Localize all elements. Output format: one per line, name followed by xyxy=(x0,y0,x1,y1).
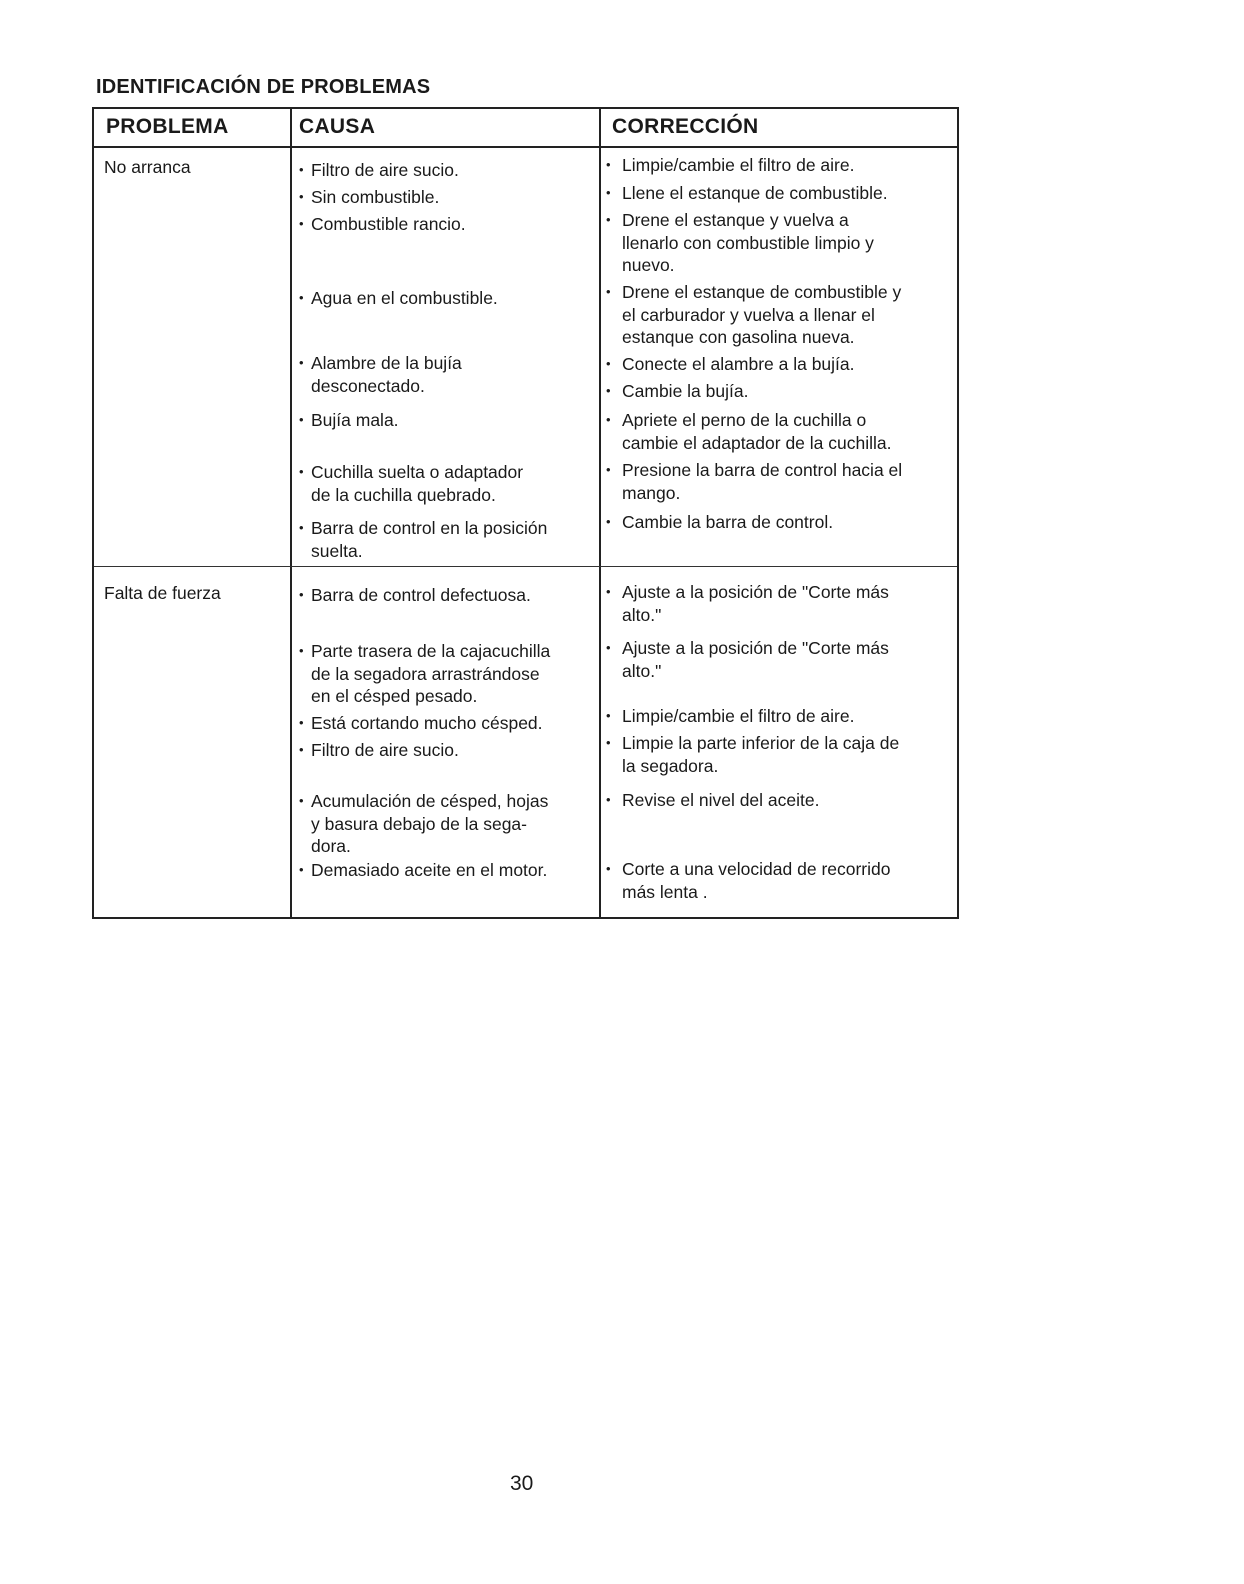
item-text xyxy=(311,712,543,735)
item-text xyxy=(622,154,854,177)
item-line: de la cuchilla quebrado. xyxy=(311,484,496,505)
column-divider xyxy=(599,109,601,917)
item-line: de la segadora arrastrándose xyxy=(311,663,540,684)
bullet-icon: • xyxy=(299,715,304,730)
bullet-icon: • xyxy=(606,284,611,299)
bullet-icon: • xyxy=(606,584,611,599)
bullet-icon: • xyxy=(606,735,611,750)
item-line: alto." xyxy=(622,660,662,681)
bullet-icon: • xyxy=(299,189,304,204)
item-line: cambie el adaptador de la cuchilla. xyxy=(622,432,892,453)
problem-falta-de-fuerza: Falta de fuerza xyxy=(104,583,221,603)
item-text xyxy=(622,409,891,454)
item-line: en el césped pesado. xyxy=(311,686,478,706)
item-line: Drene el estanque de combustible y xyxy=(622,282,902,302)
header-problem: PROBLEMA xyxy=(106,115,229,138)
page-title: IDENTIFICACIÓN DE PROBLEMAS xyxy=(96,76,431,98)
item-line: Barra de control defectuosa. xyxy=(311,585,531,605)
item-line: Drene el estanque y vuelva a xyxy=(622,210,849,230)
item-line: Barra de control en la posición xyxy=(311,518,548,538)
item-text xyxy=(622,732,899,777)
item-line: Bujía mala. xyxy=(311,410,399,430)
item-text xyxy=(311,213,466,236)
bullet-icon: • xyxy=(606,462,611,477)
item-text xyxy=(622,459,902,504)
item-line: el carburador y vuelva a llenar el xyxy=(622,304,875,325)
bullet-icon: • xyxy=(299,162,304,177)
bullet-icon: • xyxy=(299,412,304,427)
item-text xyxy=(311,159,459,182)
item-line: Llene el estanque de combustible. xyxy=(622,183,888,203)
item-text xyxy=(622,281,901,349)
item-line: Apriete el perno de la cuchilla o xyxy=(622,410,867,430)
bullet-icon: • xyxy=(606,185,611,200)
column-divider xyxy=(290,109,292,917)
item-text xyxy=(622,353,855,376)
item-line: Conecte el alambre a la bujía. xyxy=(622,354,855,374)
header-cause: CAUSA xyxy=(299,115,376,138)
item-line: Filtro de aire sucio. xyxy=(311,160,459,180)
item-line: desconectado. xyxy=(311,375,425,396)
item-text xyxy=(622,858,891,903)
item-line: Limpie la parte inferior de la caja de xyxy=(622,733,900,753)
item-line: Cuchilla suelta o adaptador xyxy=(311,462,524,482)
bullet-icon: • xyxy=(606,356,611,371)
item-text xyxy=(311,584,531,607)
bullet-icon: • xyxy=(299,520,304,535)
item-text xyxy=(311,287,498,310)
page-number: 30 xyxy=(510,1472,534,1495)
item-line: Demasiado aceite en el motor. xyxy=(311,860,548,880)
item-line: Acumulación de césped, hojas xyxy=(311,791,549,811)
item-line: Filtro de aire sucio. xyxy=(311,740,459,760)
item-text xyxy=(622,581,889,626)
item-text xyxy=(311,461,523,506)
item-line: nuevo. xyxy=(622,255,675,275)
item-line: alto." xyxy=(622,604,662,625)
row-divider xyxy=(94,566,957,567)
item-text xyxy=(311,859,547,882)
item-text xyxy=(622,380,748,403)
item-text xyxy=(622,705,854,728)
item-line: la segadora. xyxy=(622,755,719,776)
item-line: suelta. xyxy=(311,540,363,561)
bullet-icon: • xyxy=(606,383,611,398)
item-line: dora. xyxy=(311,836,351,856)
item-line: Presione la barra de control hacia el xyxy=(622,460,903,480)
item-text xyxy=(311,739,459,762)
item-line: Cambie la bujía. xyxy=(622,381,749,401)
bullet-icon: • xyxy=(299,464,304,479)
item-text xyxy=(622,637,889,682)
item-text xyxy=(622,209,874,277)
item-line: Parte trasera de la cajacuchilla xyxy=(311,641,551,661)
bullet-icon: • xyxy=(606,861,611,876)
bullet-icon: • xyxy=(299,216,304,231)
bullet-icon: • xyxy=(606,792,611,807)
item-line: más lenta . xyxy=(622,881,708,902)
item-line: Ajuste a la posición de "Corte más xyxy=(622,638,889,658)
item-line: estanque con gasolina nueva. xyxy=(622,327,855,347)
item-line: Limpie/cambie el filtro de aire. xyxy=(622,706,855,726)
bullet-icon: • xyxy=(606,212,611,227)
item-line: mango. xyxy=(622,482,681,503)
bullet-icon: • xyxy=(299,290,304,305)
item-text xyxy=(311,517,547,562)
header-correction: CORRECCIÓN xyxy=(612,115,759,138)
item-text xyxy=(622,511,833,534)
bullet-icon: • xyxy=(606,412,611,427)
item-line: llenarlo con combustible limpio y xyxy=(622,232,874,253)
item-text xyxy=(311,409,399,432)
item-line: Sin combustible. xyxy=(311,187,440,207)
troubleshooting-table xyxy=(92,107,959,919)
item-line: Agua en el combustible. xyxy=(311,288,498,308)
item-line: Está cortando mucho césped. xyxy=(311,713,543,733)
item-text xyxy=(311,352,462,397)
problem-no-arranca: No arranca xyxy=(104,157,191,177)
bullet-icon: • xyxy=(606,514,611,529)
item-line: Cambie la barra de control. xyxy=(622,512,834,532)
item-text xyxy=(311,790,548,858)
item-text xyxy=(622,182,888,205)
bullet-icon: • xyxy=(299,742,304,757)
item-line: Combustible rancio. xyxy=(311,214,466,234)
item-text xyxy=(311,186,439,209)
bullet-icon: • xyxy=(299,643,304,658)
bullet-icon: • xyxy=(606,157,611,172)
item-line: Alambre de la bujía xyxy=(311,353,462,373)
item-line: Limpie/cambie el filtro de aire. xyxy=(622,155,855,175)
item-line: y basura debajo de la sega- xyxy=(311,813,527,834)
item-text xyxy=(311,640,550,708)
bullet-icon: • xyxy=(299,793,304,808)
item-text xyxy=(622,789,819,812)
header-divider xyxy=(94,146,957,148)
bullet-icon: • xyxy=(299,355,304,370)
item-line: Corte a una velocidad de recorrido xyxy=(622,859,891,879)
bullet-icon: • xyxy=(299,587,304,602)
item-line: Ajuste a la posición de "Corte más xyxy=(622,582,889,602)
item-line: Revise el nivel del aceite. xyxy=(622,790,820,810)
bullet-icon: • xyxy=(299,862,304,877)
bullet-icon: • xyxy=(606,708,611,723)
bullet-icon: • xyxy=(606,640,611,655)
